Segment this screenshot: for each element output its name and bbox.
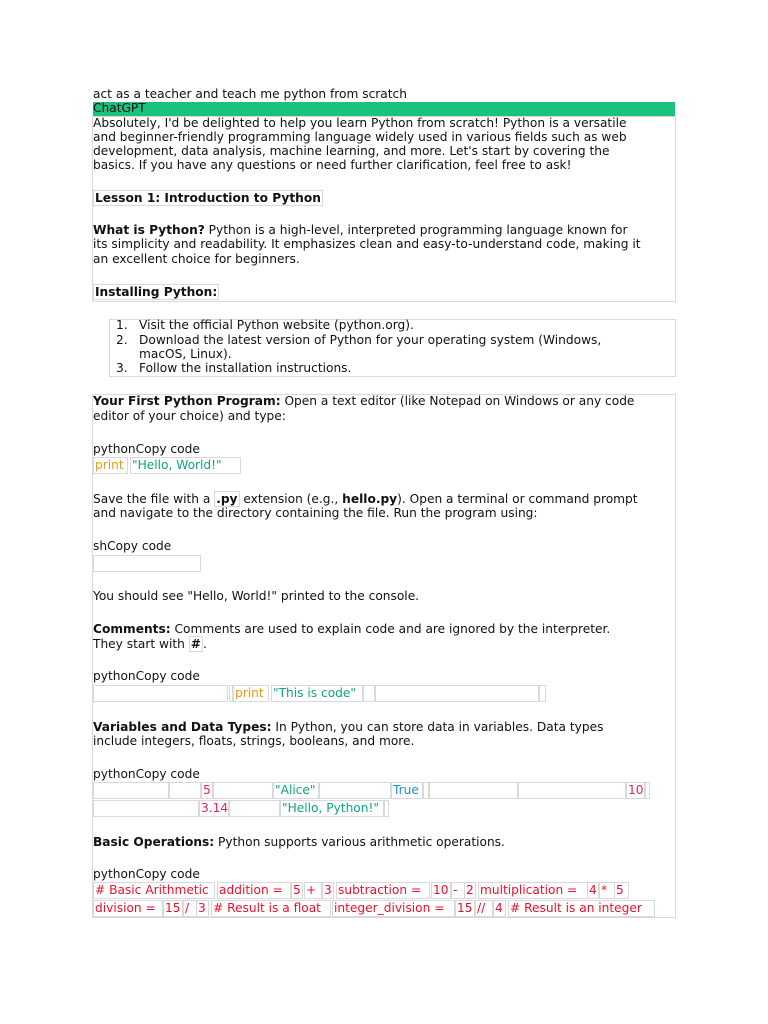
code-text: division =	[93, 900, 163, 917]
install-step-2-cont: macOS, Linux).	[139, 347, 232, 361]
code-number: 4	[493, 900, 506, 917]
code-number-3-14: 3.14	[201, 801, 229, 815]
code-keyword-print: print	[233, 685, 269, 702]
code-number: 5	[614, 882, 629, 899]
code-string-hello: "Hello, World!"	[130, 457, 241, 474]
code-cell	[429, 782, 518, 799]
code-cell	[363, 685, 375, 702]
assistant-header-bar	[93, 102, 675, 116]
install-step-text: Follow the installation instructions.	[139, 361, 352, 375]
code-keyword-print: print	[93, 457, 128, 474]
code-string-this-is-code: "This is code"	[271, 685, 363, 702]
save-line-2: and navigate to the directory containing the file. Run the program using:	[93, 506, 538, 520]
code-cell	[319, 782, 391, 799]
code-number-10: 10	[628, 783, 644, 797]
code-number: 10	[431, 882, 451, 899]
code-comment-cell	[93, 685, 228, 702]
user-prompt: act as a teacher and teach me python from scratch	[93, 87, 407, 101]
code-cell	[229, 800, 280, 817]
code-number: 3	[196, 900, 209, 917]
code-operator: *	[599, 882, 615, 899]
code-operator: +	[304, 882, 322, 899]
code-operator: -	[451, 882, 465, 899]
save-line-1: Save the file with a .py extension (e.g., hello.py). Open a terminal or command prompt	[93, 492, 638, 506]
code-number: 3	[322, 882, 334, 899]
code-string-alice: "Alice"	[273, 782, 319, 799]
py-extension-code: .py	[216, 492, 238, 506]
install-step-2	[116, 333, 602, 348]
code-operator: //	[475, 900, 493, 917]
variables-label: Variables and Data Types:	[93, 720, 272, 734]
intro-line-3: development, data analysis, machine learning, and more. Let's start by covering the	[93, 144, 610, 158]
code-boolean-true: True	[391, 782, 423, 799]
install-step-number: 1.	[116, 318, 128, 332]
sh-code-block	[93, 555, 201, 572]
what-is-python-text: Python is a high-level, interpreted programming language known for	[204, 223, 628, 237]
intro-line-4: basics. If you have any questions or need further clarification, feel free to ask!	[93, 158, 572, 172]
code-number: 15	[163, 900, 183, 917]
install-step-number: 2.	[116, 333, 128, 347]
what-is-python-label: What is Python?	[93, 223, 205, 237]
what-is-python-line-2: its simplicity and readability. It emphasizes clean and easy-to-understand code, making it	[93, 237, 641, 251]
code-text: subtraction =	[336, 882, 430, 899]
intro-line-1: Absolutely, I'd be delighted to help you learn Python from scratch! Python is a versatile	[93, 116, 627, 130]
what-is-python-line-1	[93, 223, 628, 238]
code-operator: /	[183, 900, 197, 917]
code-header-sh[interactable]: shCopy code	[93, 539, 172, 553]
code-cell	[213, 782, 273, 799]
installing-python-label: Installing Python:	[95, 285, 218, 299]
installing-python-heading	[93, 285, 219, 300]
first-program-label: Your First Python Program:	[93, 394, 281, 408]
code-number: 4	[587, 882, 599, 899]
lesson-title	[93, 191, 323, 206]
code-number: 15	[455, 900, 475, 917]
code-cell	[169, 782, 201, 799]
variables-line-2: include integers, floats, strings, booleans, and more.	[93, 734, 415, 748]
lesson-title-text: Lesson 1: Introduction to Python	[95, 191, 321, 205]
code-number: 2	[464, 882, 476, 899]
basic-ops-label: Basic Operations:	[93, 835, 215, 849]
code-header-1[interactable]: pythonCopy code	[93, 442, 200, 456]
hello-py-filename: hello.py	[342, 492, 398, 506]
first-program-line-1	[93, 394, 634, 409]
code-cell	[93, 800, 199, 817]
code-cell	[539, 685, 546, 702]
comments-line-2: They start with # .	[93, 637, 207, 651]
code-comment: # Result is a float	[211, 900, 331, 917]
code-comment: # Basic Arithmetic	[93, 882, 215, 899]
install-step-1	[116, 318, 414, 333]
install-step-3	[116, 361, 352, 376]
install-step-text: Visit the official Python website (python.org).	[139, 318, 414, 332]
install-step-number: 3.	[116, 361, 128, 375]
code-cell	[93, 782, 169, 799]
comments-line-1: Comments: Comments are used to explain code and are ignored by the interpreter.	[93, 622, 611, 636]
code-cell	[384, 800, 389, 817]
code-cell	[518, 782, 626, 799]
comments-label: Comments:	[93, 622, 171, 636]
code-number: 5	[291, 882, 303, 899]
code-number-5: 5	[201, 782, 213, 799]
basic-ops-line: Basic Operations: Python supports various arithmetic operations.	[93, 835, 505, 849]
code-text: addition =	[217, 882, 291, 899]
code-text: multiplication =	[478, 882, 588, 899]
intro-line-2: and beginner-friendly programming language widely used in various fields such as web	[93, 130, 627, 144]
variables-line-1: Variables and Data Types: In Python, you can store data in variables. Data types	[93, 720, 604, 734]
what-is-python-line-3: an excellent choice for beginners.	[93, 252, 300, 266]
install-step-text: Download the latest version of Python for your operating system (Windows,	[139, 333, 602, 347]
first-program-text: Open a text editor (like Notepad on Windows or any code	[280, 394, 635, 408]
code-header-3[interactable]: pythonCopy code	[93, 767, 200, 781]
code-cell	[645, 782, 650, 799]
console-note: You should see "Hello, World!" printed to the console.	[93, 589, 420, 603]
code-comment: # Result is an integer	[508, 900, 655, 917]
assistant-name: ChatGPT	[93, 101, 146, 115]
code-header-2[interactable]: pythonCopy code	[93, 669, 200, 683]
code-string-hello-python: "Hello, Python!"	[280, 800, 384, 817]
code-text: integer_division =	[332, 900, 455, 917]
code-header-4[interactable]: pythonCopy code	[93, 867, 200, 881]
code-comment-cell	[375, 685, 539, 702]
hash-symbol-code: #	[190, 637, 201, 651]
first-program-line-2: editor of your choice) and type:	[93, 409, 286, 423]
